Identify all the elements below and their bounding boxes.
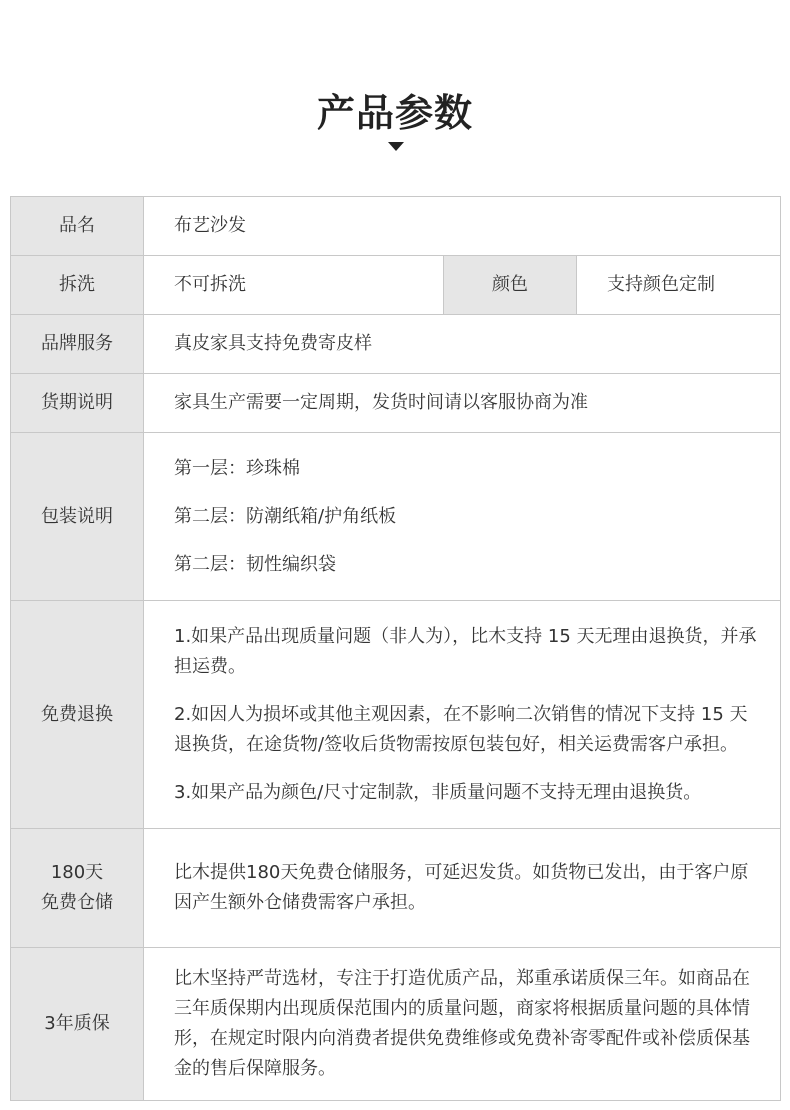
label-packaging: 包装说明: [11, 433, 144, 601]
row-free-storage: [11, 829, 781, 948]
value-delivery: 家具生产需要一定周期，发货时间请以客服协商为准: [144, 374, 781, 433]
label-product-name: 品名: [11, 197, 144, 256]
row-warranty: [11, 948, 781, 1101]
page-title: 产品参数: [316, 91, 473, 135]
label-delivery: 货期说明: [11, 374, 144, 433]
value-brand-service: 真皮家具支持免费寄皮样: [144, 315, 781, 374]
product-params-table: [10, 196, 781, 1101]
label-warranty: 3年质保: [11, 948, 144, 1101]
row-packaging: [11, 433, 781, 601]
chevron-down-icon: [388, 142, 404, 151]
returns-item-1: 1.如果产品出现质量问题（非人为），比木支持 15 天无理由退换货，并承担运费。: [174, 625, 757, 677]
label-free-returns: 免费退换: [11, 601, 144, 829]
label-free-storage: [11, 829, 144, 948]
value-free-storage: 比木提供180天免费仓储服务，可延迟发货。如货物已发出，由于客户原因产生额外仓储费需客户承担。: [144, 829, 781, 948]
value-warranty: 比木坚持严苛选材，专注于打造优质产品，郑重承诺质保三年。如商品在三年质保期内出现质保范围内的质量问题，商家将根据质量问题的具体情形，在规定时限内向消费者提供免费维修或免费补寄零配件或补偿质保基金的售后保障服务。: [144, 948, 781, 1101]
label-free-storage-line1: 180天: [50, 862, 104, 883]
value-wash: 不可拆洗: [144, 256, 444, 315]
returns-item-2: 2.如因人为损坏或其他主观因素，在不影响二次销售的情况下支持 15 天退换货，在途货物/签收后货物需按原包装包好，相关运费需客户承担。: [174, 703, 748, 755]
row-brand-service: [11, 315, 781, 374]
returns-item-3: 3.如果产品为颜色/尺寸定制款，非质量问题不支持无理由退换货。: [174, 781, 702, 803]
value-free-returns: [144, 601, 781, 829]
label-color: 颜色: [444, 256, 577, 315]
row-free-returns: [11, 601, 781, 829]
row-wash-color: [11, 256, 781, 315]
label-free-storage-line2: 免费仓储: [41, 892, 113, 913]
packaging-layer-3: 第二层：韧性编织袋: [174, 553, 336, 575]
packaging-layer-1: 第一层：珍珠棉: [174, 457, 300, 479]
value-packaging: [144, 433, 781, 601]
value-color: 支持颜色定制: [577, 256, 781, 315]
packaging-layer-2: 第二层：防潮纸箱/护角纸板: [174, 505, 397, 527]
label-brand-service: 品牌服务: [11, 315, 144, 374]
label-wash: 拆洗: [11, 256, 144, 315]
row-product-name: [11, 197, 781, 256]
value-product-name: 布艺沙发: [144, 197, 781, 256]
row-delivery: [11, 374, 781, 433]
